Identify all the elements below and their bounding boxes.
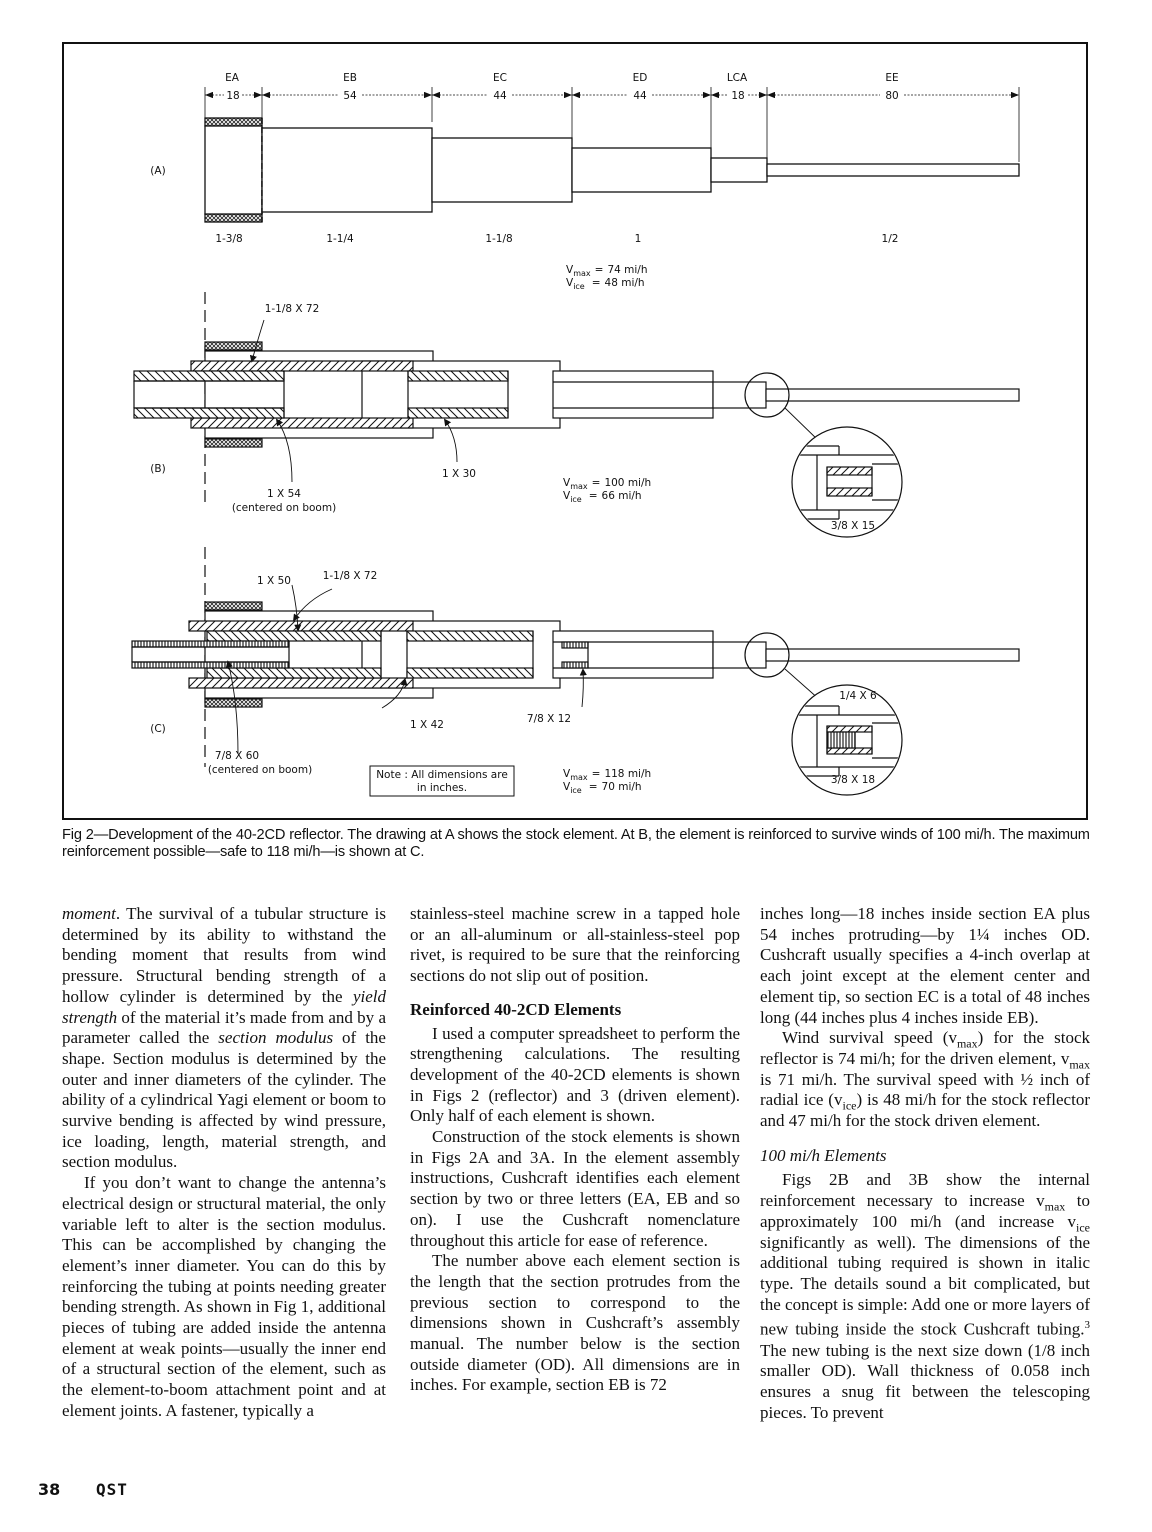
paragraph: I used a computer spreadsheet to perform the strengthening calculations. The resulting development of the 40-2CD elements is shown in Figs 2 (reflector) and 3 (driven element). Only half of each element is shown.: [410, 1023, 740, 1126]
figure-caption: Fig 2—Development of the 40-2CD reflector. The drawing at A shows the stock element. At B, the element is reinforced to survive winds of 100 mi/h. The maximum reinforcement possible—safe to 118 mi/h—is shown at C.: [62, 827, 1090, 860]
callout-c-top-right: 1-1/8 X 72: [322, 570, 378, 582]
reinforcement-1x42-top: [407, 631, 533, 641]
svg-text:Vice=66 mi/h: $V_{ice} = 66$ mi/h: [563, 490, 642, 504]
section-length-ec: 44: [493, 90, 507, 102]
callout-c-inset-bottom: 3/8 X 18: [830, 774, 876, 786]
svg-text:Vice=48 mi/h: $V_{ice} = 48$ mi/h: [566, 277, 645, 291]
vmax-c: 118 mi/h: [604, 768, 652, 780]
section-name-eb: EB: [343, 72, 357, 84]
article-column-2: [410, 904, 740, 1396]
tube-ed: [572, 148, 711, 192]
reinforcement-7-8x60-top: [132, 641, 289, 647]
reinforcement-1x54-top: [134, 371, 284, 381]
section-length-eb: 54: [343, 90, 357, 102]
figure-frame: [62, 42, 1088, 820]
panel-a: [150, 72, 1019, 291]
tube-lca: [711, 158, 767, 182]
paragraph: moment. The survival of a tubular structure is determined by its ability to withstand the bending moment that results from wind pressure. Structural bending strength of a hollow cylinder is determined by the yield strength of the material it’s made from and by a parameter called the section modulus of the shape. Section modulus is determined by the outer and inner diameters of the cylinder. The ability of a cylindrical Yagi element or boom to survive bending is affected by wind pressure, ice loading, length, material strength, and section modulus.: [62, 904, 386, 1172]
vmax-b: 100 mi/h: [604, 477, 652, 489]
panel-label-c: (C): [150, 723, 166, 735]
section-length-ed: 44: [633, 90, 647, 102]
speed-ratings-c: [563, 768, 651, 795]
tube-lca-b: [713, 382, 766, 408]
reflector-drawing: [64, 44, 1086, 818]
reinforcement-1-1-8x72-bottom: [191, 418, 413, 428]
callout-b-bottom-mid: 1 X 30: [442, 468, 476, 480]
tube-ee-b: [766, 389, 1019, 401]
tube-ee: [767, 164, 1019, 176]
speed-ratings-b: [563, 477, 651, 504]
callout-b-inset: 3/8 X 15: [830, 520, 876, 532]
section-od-ed: 1: [634, 233, 642, 245]
panel-b: [134, 292, 1019, 537]
paragraph: Construction of the stock elements is shown in Figs 2A and 3A. In the element assembly instructions, Cushcraft identifies each element section by two or three letters (EA, EB and so on). I use the Cushcraft nomenclature throughout this article for ease of reference.: [410, 1127, 740, 1250]
section-od-eb: 1-1/4: [326, 233, 354, 245]
magazine-logo: QST: [96, 1480, 128, 1499]
callout-c-top-left: 1 X 50: [257, 575, 291, 587]
section-length-ee: 80: [885, 90, 899, 102]
callout-c-note: (centered on boom): [207, 764, 313, 776]
paragraph: The number above each element section is the length that the section protrudes from the previous section to correspond to the dimensions shown in Cushcraft’s assembly manual. The number below is the section outside diameter (OD). All dimensions are in inches. For example, section EB is 72: [410, 1251, 740, 1395]
svg-text:Vmax=74 mi/h: $V_{max} = 74$ mi/h: [566, 264, 648, 278]
reinforcement-1x54-bottom: [134, 408, 284, 418]
tube-lca-c: [713, 642, 766, 668]
panel-label-a: (A): [150, 165, 166, 177]
speed-ratings-a: [566, 264, 647, 291]
section-heading: Reinforced 40-2CD Elements: [410, 999, 622, 1019]
tube-ee-c: [766, 649, 1019, 661]
page-footer: [38, 1480, 128, 1499]
section-name-ea: EA: [225, 72, 239, 84]
boom-clamp-bottom: [205, 214, 262, 222]
svg-text:Vice=70 mi/h: $V_{ice} = 70$ mi/h: [563, 781, 642, 795]
note-line-1: Note : All dimensions are: [376, 769, 508, 781]
callout-b-top: 1-1/8 X 72: [264, 303, 320, 315]
panel-c: [132, 547, 1019, 796]
section-name-lca: LCA: [726, 72, 748, 84]
reinforcement-1x42-bottom: [407, 668, 533, 678]
callout-c-bottom-left: 7/8 X 60: [214, 750, 260, 762]
paragraph: If you don’t want to change the antenna’s electrical design or structural material, the only variable left to alter is the section modulus. This can be accomplished by changing the element’s inner diameter. You can do this by reinforcing the tubing at points needing greater bending strength. As shown in Fig 1, additional pieces of tubing are added inside the antenna element at weak points—usually the inner end of a structural section of the element, such as the element-to-boom attachment point and at element joints. A fastener, typically a: [62, 1173, 386, 1420]
clamp-bottom-b: [205, 439, 262, 447]
vice-c: 70 mi/h: [601, 781, 642, 793]
page-number: 38: [38, 1480, 61, 1499]
section-od-ec: 1-1/8: [485, 233, 513, 245]
section-subheading: 100 mi/h Elements: [760, 1145, 887, 1165]
note-box: [370, 766, 514, 796]
paragraph: Figs 2B and 3B show the internal reinforcement necessary to increase $v_{max}$ to approximately 100 mi/h (and increase $v_{ice}$ significantly as well). The dimensions of the additional tubing required is shown in italic type. The details sound a bit complicated, but the concept is simple: Add one or more layers of new tubing inside the stock Cushcraft tubing.$^3$ The new tubing is the next size down (1/8 inch smaller OD). Wall thickness of 0.058 inch ensures a snug fit between the telescoping pieces. To prevent: [760, 1170, 1090, 1422]
reinforcement-1x50-top: [207, 631, 381, 641]
vice-b: 66 mi/h: [601, 490, 642, 502]
panel-label-b: (B): [150, 463, 166, 475]
inset-c: [792, 685, 902, 795]
svg-text:Vmax=100 mi/h: $V_{max} = 100$ mi/h: [563, 477, 652, 491]
callout-c-inset-top: 1/4 X 6: [839, 690, 877, 702]
article-column-1: [62, 904, 386, 1422]
section-length-ea: 18: [226, 90, 240, 102]
svg-text:Vmax=118 mi/h: $V_{max} = 118$ mi/h: [563, 768, 652, 782]
reinforcement-1-1-8x72-top: [191, 361, 413, 371]
reinforcement-1x50-bottom: [207, 668, 381, 678]
tube-ed-b: [553, 371, 713, 418]
reinforcement-1x30-bottom: [408, 408, 508, 418]
reinforcement-c-1-1-8x72-bottom: [189, 678, 413, 688]
inset-b: [792, 427, 902, 537]
reinforcement-7-8x12-bottom: [562, 662, 588, 668]
reinforcement-c-1-1-8x72-top: [189, 621, 413, 631]
tube-eb: [262, 128, 432, 212]
section-name-ed: ED: [632, 72, 648, 84]
note-line-2: in inches.: [416, 782, 468, 794]
section-od-ea: 1-3/8: [215, 233, 243, 245]
clamp-bottom-c: [205, 699, 262, 707]
section-length-lca: 18: [731, 90, 745, 102]
section-name-ec: EC: [493, 72, 507, 84]
reinforcement-7-8x60-bottom: [132, 662, 289, 668]
vice-a: 48 mi/h: [604, 277, 645, 289]
callout-c-bottom-right: 7/8 X 12: [526, 713, 572, 725]
paragraph: inches long—18 inches inside section EA plus 54 inches protruding—by 1¼ inches OD. Cushcraft usually specifies a 4-inch overlap at each joint except at the element center and element tip, so section EC is a total of 48 inches long (44 inches plus 4 inches inside EB).: [760, 904, 1090, 1027]
tube-ea: [205, 126, 262, 214]
clamp-top-c: [205, 602, 262, 610]
reinforcement-1x30-top: [408, 371, 508, 381]
clamp-top-b: [205, 342, 262, 350]
section-name-ee: EE: [885, 72, 899, 84]
callout-c-bottom-mid: 1 X 42: [410, 719, 444, 731]
tube-ec: [432, 138, 572, 202]
callout-b-bottom-left: 1 X 54: [267, 488, 301, 500]
paragraph: Wind survival speed $(v_{max})$ for the stock reflector is 74 mi/h; for the driven element, $v_{max}$ is 71 mi/h. The survival speed with ½ inch of radial ice $(v_{ice})$ is 48 mi/h for the stock reflector and 47 mi/h for the stock driven element.: [760, 1028, 1090, 1131]
vmax-a: 74 mi/h: [607, 264, 648, 276]
article-column-3: [760, 904, 1090, 1424]
boom-clamp-top: [205, 118, 262, 126]
paragraph: stainless-steel machine screw in a tapped hole or an all-aluminum or all-stainless-steel pop rivet, is required to be sure that the reinforcing sections do not slip out of position.: [410, 904, 740, 986]
reinforcement-7-8x12-top: [562, 642, 588, 648]
callout-b-note: (centered on boom): [231, 502, 337, 514]
tube-ed-c: [553, 631, 713, 678]
section-od-ee: 1/2: [881, 233, 899, 245]
